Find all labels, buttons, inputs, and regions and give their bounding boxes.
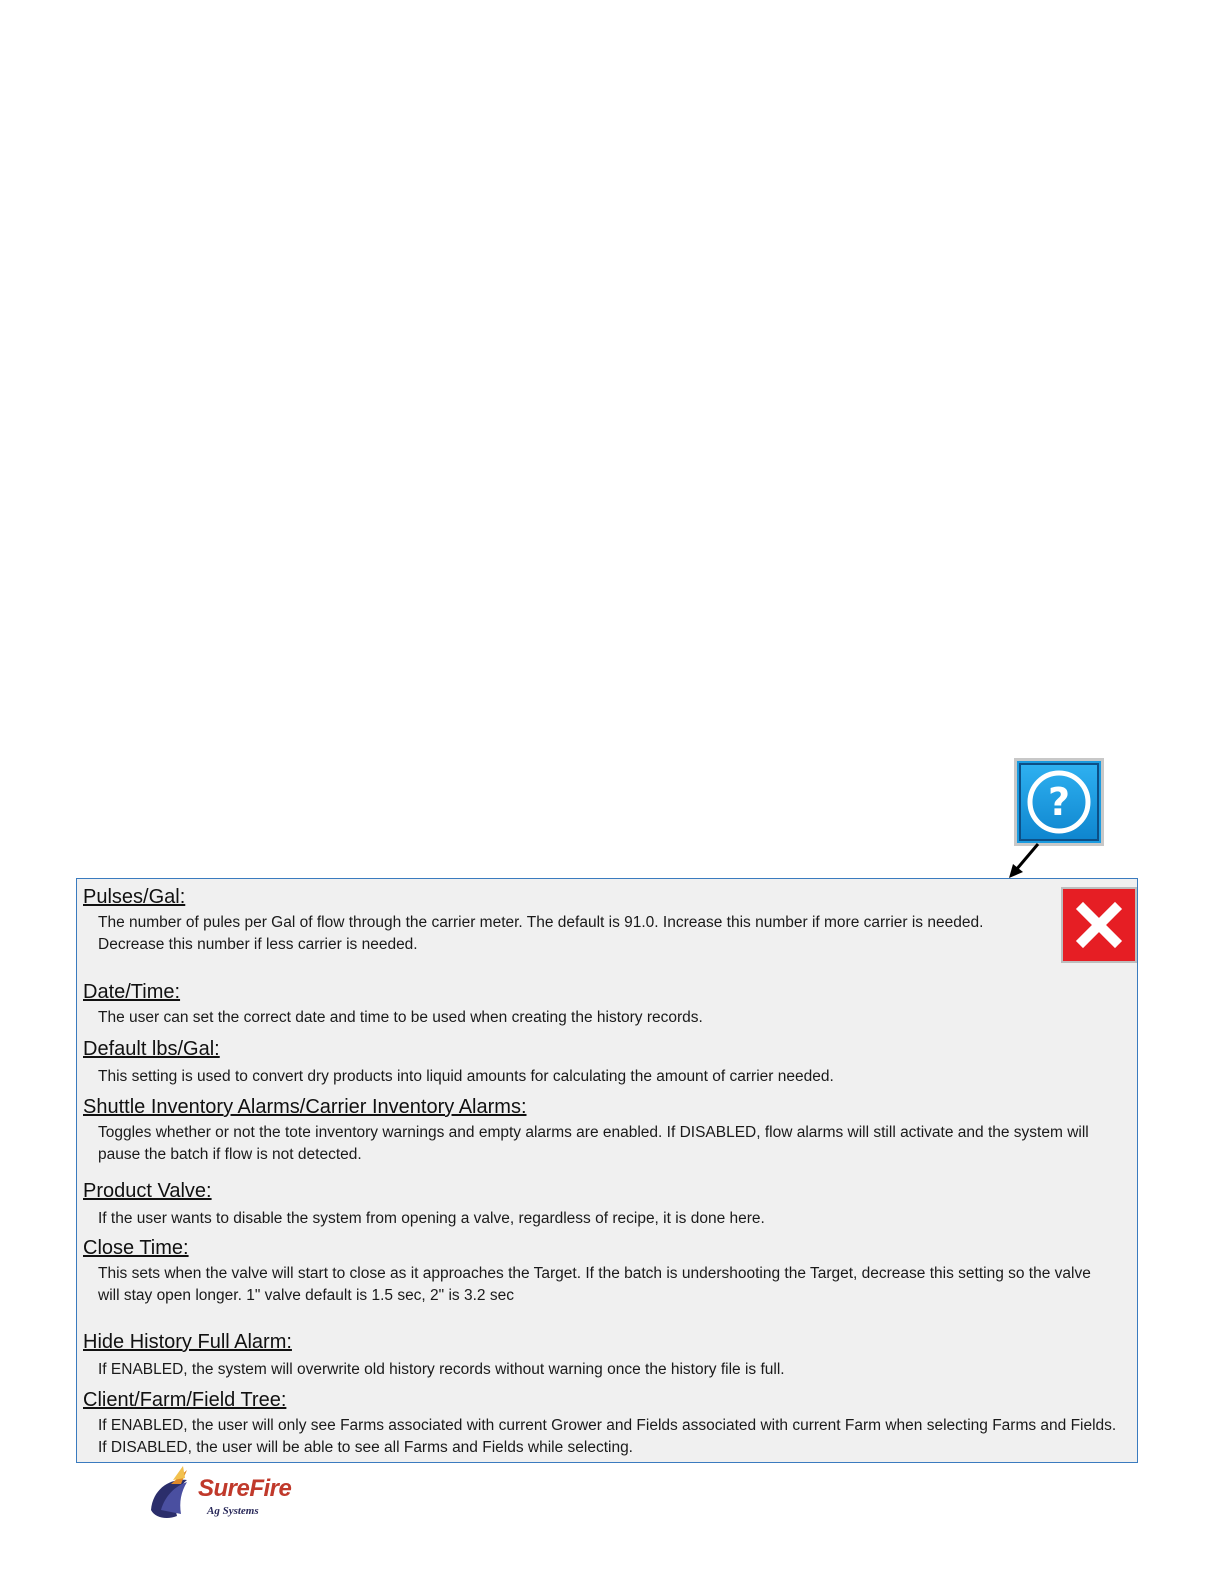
- section-line: This sets when the valve will start to close as it approaches the Target. If the batch is undershooting the Target, decrease this setting so the valve: [98, 1265, 1091, 1282]
- section-text: [98, 912, 983, 956]
- section-title: Date/Time:: [83, 981, 181, 1003]
- section-line: If the user wants to disable the system from opening a valve, regardless of recipe, it is done here.: [98, 1210, 765, 1227]
- section-inventory-alarms: [83, 1095, 1089, 1166]
- section-line: This setting is used to convert dry products into liquid amounts for calculating the amount of carrier needed.: [98, 1068, 834, 1085]
- section-client-farm-field-tree: [83, 1388, 1116, 1459]
- question-mark-icon: [1024, 767, 1094, 837]
- section-product-valve: [83, 1179, 765, 1230]
- close-button[interactable]: [1061, 887, 1137, 963]
- section-text: [98, 1208, 765, 1230]
- section-title: Client/Farm/Field Tree:: [83, 1389, 287, 1411]
- section-title: Close Time:: [83, 1237, 189, 1259]
- help-button[interactable]: [1014, 758, 1104, 846]
- section-line: Decrease this number if less carrier is needed.: [98, 936, 418, 953]
- section-default-lbs-gal: [83, 1037, 834, 1088]
- section-title: Shuttle Inventory Alarms/Carrier Inventory Alarms:: [83, 1096, 527, 1118]
- section-close-time: [83, 1236, 1091, 1307]
- section-line: Toggles whether or not the tote inventory warnings and empty alarms are enabled. If DISABLED, flow alarms will still activate and the system will: [98, 1124, 1089, 1141]
- section-title: Default lbs/Gal:: [83, 1038, 220, 1060]
- logo-brand: SureFire: [198, 1475, 292, 1502]
- section-text: [98, 1415, 1116, 1459]
- section-line: The number of pules per Gal of flow through the carrier meter. The default is 91.0. Increase this number if more carrier is needed.: [98, 914, 984, 931]
- section-title: Pulses/Gal:: [83, 886, 186, 908]
- section-line: The user can set the correct date and time to be used when creating the history records.: [98, 1009, 703, 1026]
- section-line: pause the batch if flow is not detected.: [98, 1146, 362, 1163]
- section-text: [98, 1263, 1091, 1307]
- help-panel: [76, 878, 1138, 1463]
- logo-subtitle: Ag Systems: [207, 1505, 259, 1517]
- help-button-face: [1019, 763, 1099, 841]
- section-hide-history-full-alarm: [83, 1330, 785, 1381]
- section-text: [98, 1066, 834, 1088]
- section-line: If DISABLED, the user will be able to see all Farms and Fields while selecting.: [98, 1439, 633, 1456]
- svg-text:?: ?: [1047, 780, 1071, 824]
- section-line: If ENABLED, the system will overwrite old history records without warning once the history file is full.: [98, 1361, 785, 1378]
- pointer-arrow-icon: [1005, 842, 1045, 882]
- section-title: Hide History Full Alarm:: [83, 1331, 292, 1353]
- section-title: Product Valve:: [83, 1180, 212, 1202]
- section-pulses-gal: [83, 885, 983, 956]
- section-line: will stay open longer. 1" valve default is 1.5 sec, 2" is 3.2 sec: [98, 1287, 514, 1304]
- section-text: [98, 1007, 703, 1029]
- close-icon: [1074, 900, 1124, 950]
- section-line: If ENABLED, the user will only see Farms associated with current Grower and Fields associated with current Farm when selecting Farms and Fields.: [98, 1417, 1117, 1434]
- section-text: [98, 1122, 1089, 1166]
- section-text: [98, 1359, 785, 1381]
- section-date-time: [83, 980, 703, 1029]
